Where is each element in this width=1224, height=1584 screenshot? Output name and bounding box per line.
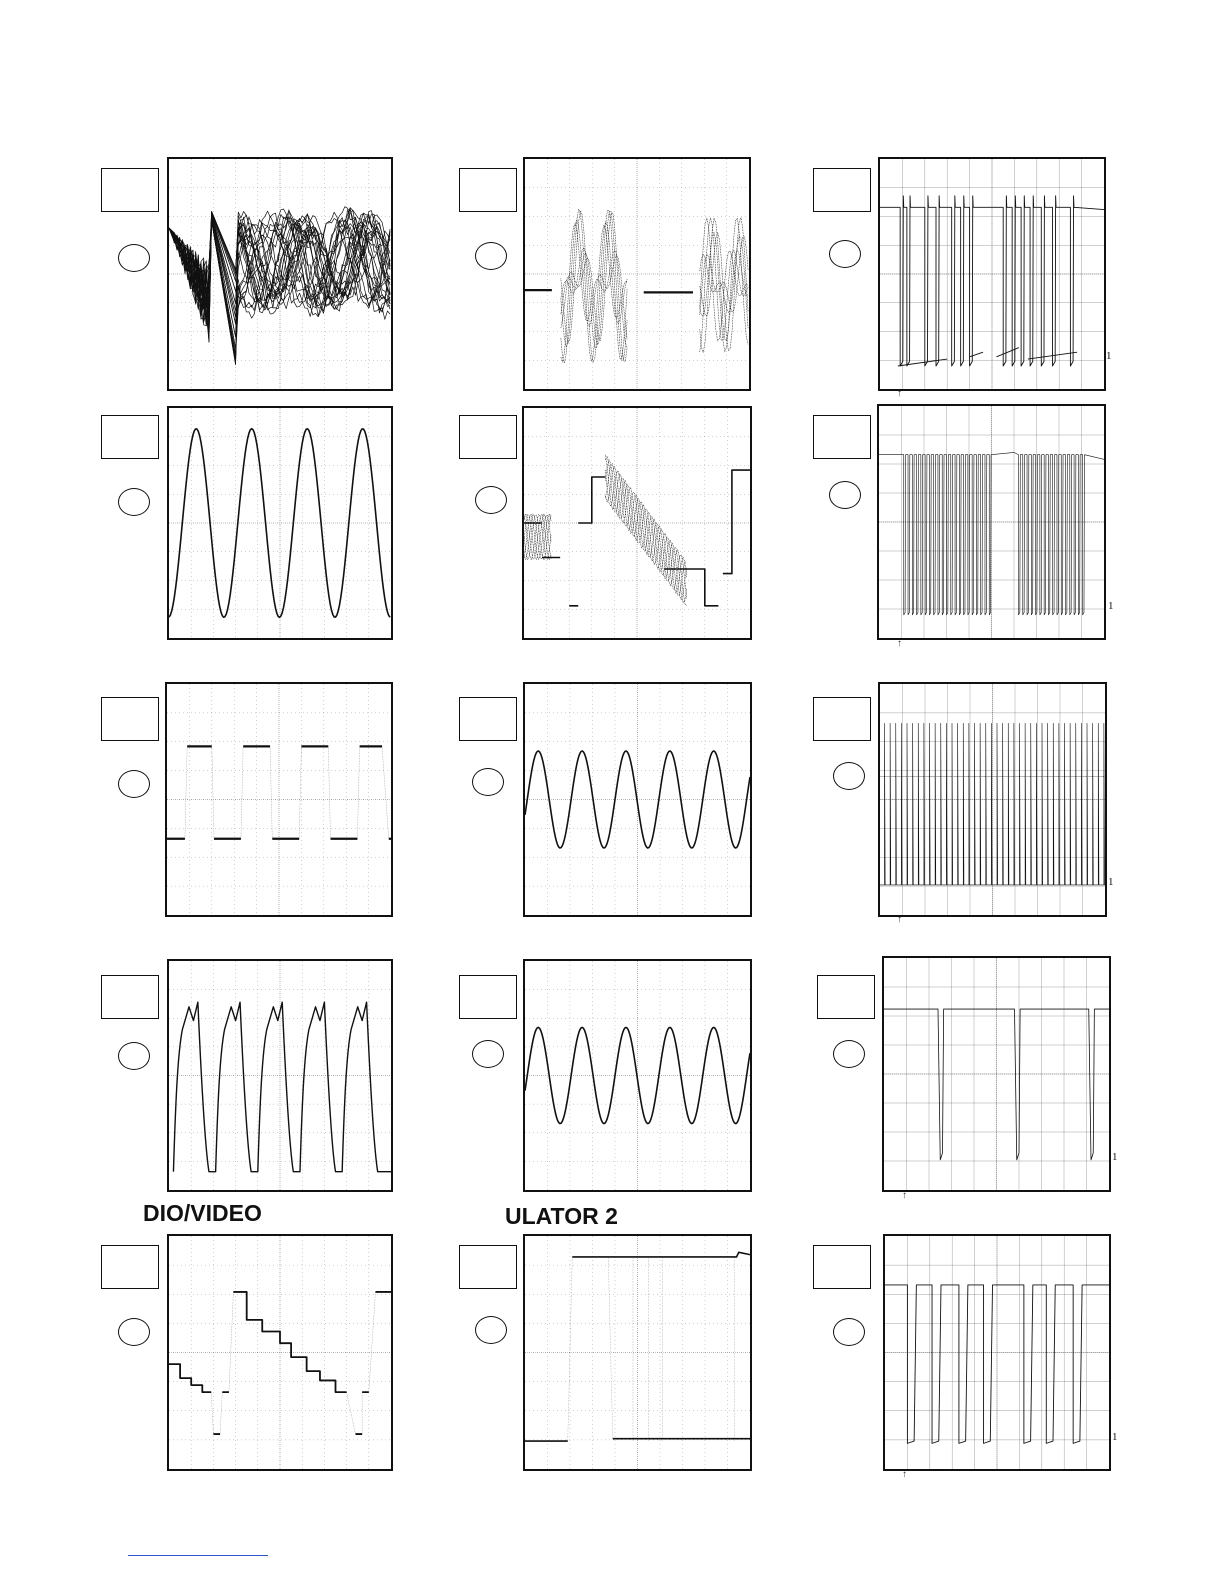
panel-label-box (101, 168, 159, 212)
panel-label-box (459, 415, 517, 459)
scope-trace-svg (880, 684, 1105, 915)
burst-trace (700, 217, 748, 350)
scope-panel-negative-pulses (882, 956, 1111, 1192)
panel-label-circle (829, 481, 861, 509)
scope-trace-svg (879, 406, 1104, 638)
trigger-arrow-icon: ↑ (902, 1190, 907, 1201)
panel-label-circle (475, 242, 507, 270)
panel-label-box (813, 168, 871, 212)
trigger-arrow-icon: ↑ (897, 914, 902, 925)
scope-panel-eye (167, 157, 393, 391)
scope-panel-staircase (167, 1234, 393, 1471)
panel-label-box (813, 415, 871, 459)
panel-label-box (817, 975, 875, 1019)
panel-label-circle (472, 768, 504, 796)
edge-trace (568, 1257, 735, 1441)
burst-trace (561, 209, 627, 361)
scope-trace-svg (524, 408, 750, 638)
scope-trace-svg (169, 408, 391, 638)
section-heading-left: DIO/VIDEO (143, 1200, 262, 1226)
scope-panel-staircase-burst (522, 406, 752, 640)
panel-label-circle (833, 762, 865, 790)
channel-marker: 1 (1106, 350, 1112, 362)
scope-panel-sine (523, 682, 752, 917)
scope-panel-burst (523, 157, 751, 391)
panel-label-circle (118, 770, 150, 798)
edge-trace (211, 1292, 375, 1434)
channel-marker: 1 (1108, 876, 1114, 888)
burst-trace (561, 220, 627, 363)
panel-label-box (101, 415, 159, 459)
channel-marker: 1 (1112, 1151, 1118, 1163)
burst-trace (605, 460, 686, 600)
scope-panel-pulse-group (883, 1234, 1111, 1471)
footer-link-rule (128, 1555, 268, 1556)
scope-trace-svg (169, 1236, 391, 1469)
scope-panel-gated-square (523, 1234, 752, 1471)
trigger-arrow-icon: ↑ (902, 1469, 907, 1480)
panel-label-circle (475, 1316, 507, 1344)
panel-label-circle (475, 486, 507, 514)
scope-panel-digital-dense (877, 404, 1106, 640)
burst-trace (700, 218, 748, 341)
channel-marker: 1 (1112, 1431, 1118, 1443)
scope-panel-distorted-square (167, 959, 393, 1192)
panel-label-box (101, 697, 159, 741)
scope-panel-sine-large (167, 406, 393, 640)
panel-label-circle (118, 244, 150, 272)
scope-trace-svg (884, 958, 1109, 1190)
scope-trace-svg (169, 961, 391, 1190)
burst-trace (700, 218, 748, 352)
trigger-arrow-icon: ↑ (897, 638, 902, 649)
panel-label-box (459, 1245, 517, 1289)
panel-label-circle (829, 240, 861, 268)
panel-label-box (101, 1245, 159, 1289)
scope-trace-svg (525, 159, 749, 389)
scope-trace-svg (525, 1236, 750, 1469)
panel-label-circle (118, 1042, 150, 1070)
burst-trace (605, 456, 686, 595)
panel-label-circle (833, 1318, 865, 1346)
scope-trace-svg (167, 684, 391, 915)
section-heading-middle: ULATOR 2 (505, 1203, 618, 1229)
burst-trace (605, 470, 686, 599)
burst-trace (700, 237, 748, 315)
panel-label-box (459, 168, 517, 212)
waveform-trace (525, 290, 693, 292)
waveform-trace (525, 751, 750, 848)
panel-label-box (813, 1245, 871, 1289)
panel-label-box (459, 975, 517, 1019)
panel-label-circle (118, 1318, 150, 1346)
burst-trace (605, 464, 686, 603)
scope-trace-svg (525, 684, 750, 915)
scope-panel-pulse-train (878, 682, 1107, 917)
panel-label-box (813, 697, 871, 741)
scope-panel-sine-2 (523, 959, 752, 1192)
panel-label-circle (833, 1040, 865, 1068)
waveform-trace (173, 1002, 391, 1171)
panel-label-box (101, 975, 159, 1019)
scope-trace-svg (525, 961, 750, 1190)
trigger-arrow-icon: ↑ (897, 388, 902, 399)
scope-trace-svg (169, 159, 391, 389)
scope-panel-square-levels (165, 682, 393, 917)
panel-label-circle (118, 488, 150, 516)
panel-label-box (459, 697, 517, 741)
scope-panel-digital-sparse (878, 157, 1106, 391)
channel-marker: 1 (1108, 600, 1114, 612)
edge-trace (185, 746, 389, 838)
scope-trace-svg (885, 1236, 1109, 1469)
panel-label-circle (472, 1040, 504, 1068)
scope-trace-svg (880, 159, 1104, 389)
